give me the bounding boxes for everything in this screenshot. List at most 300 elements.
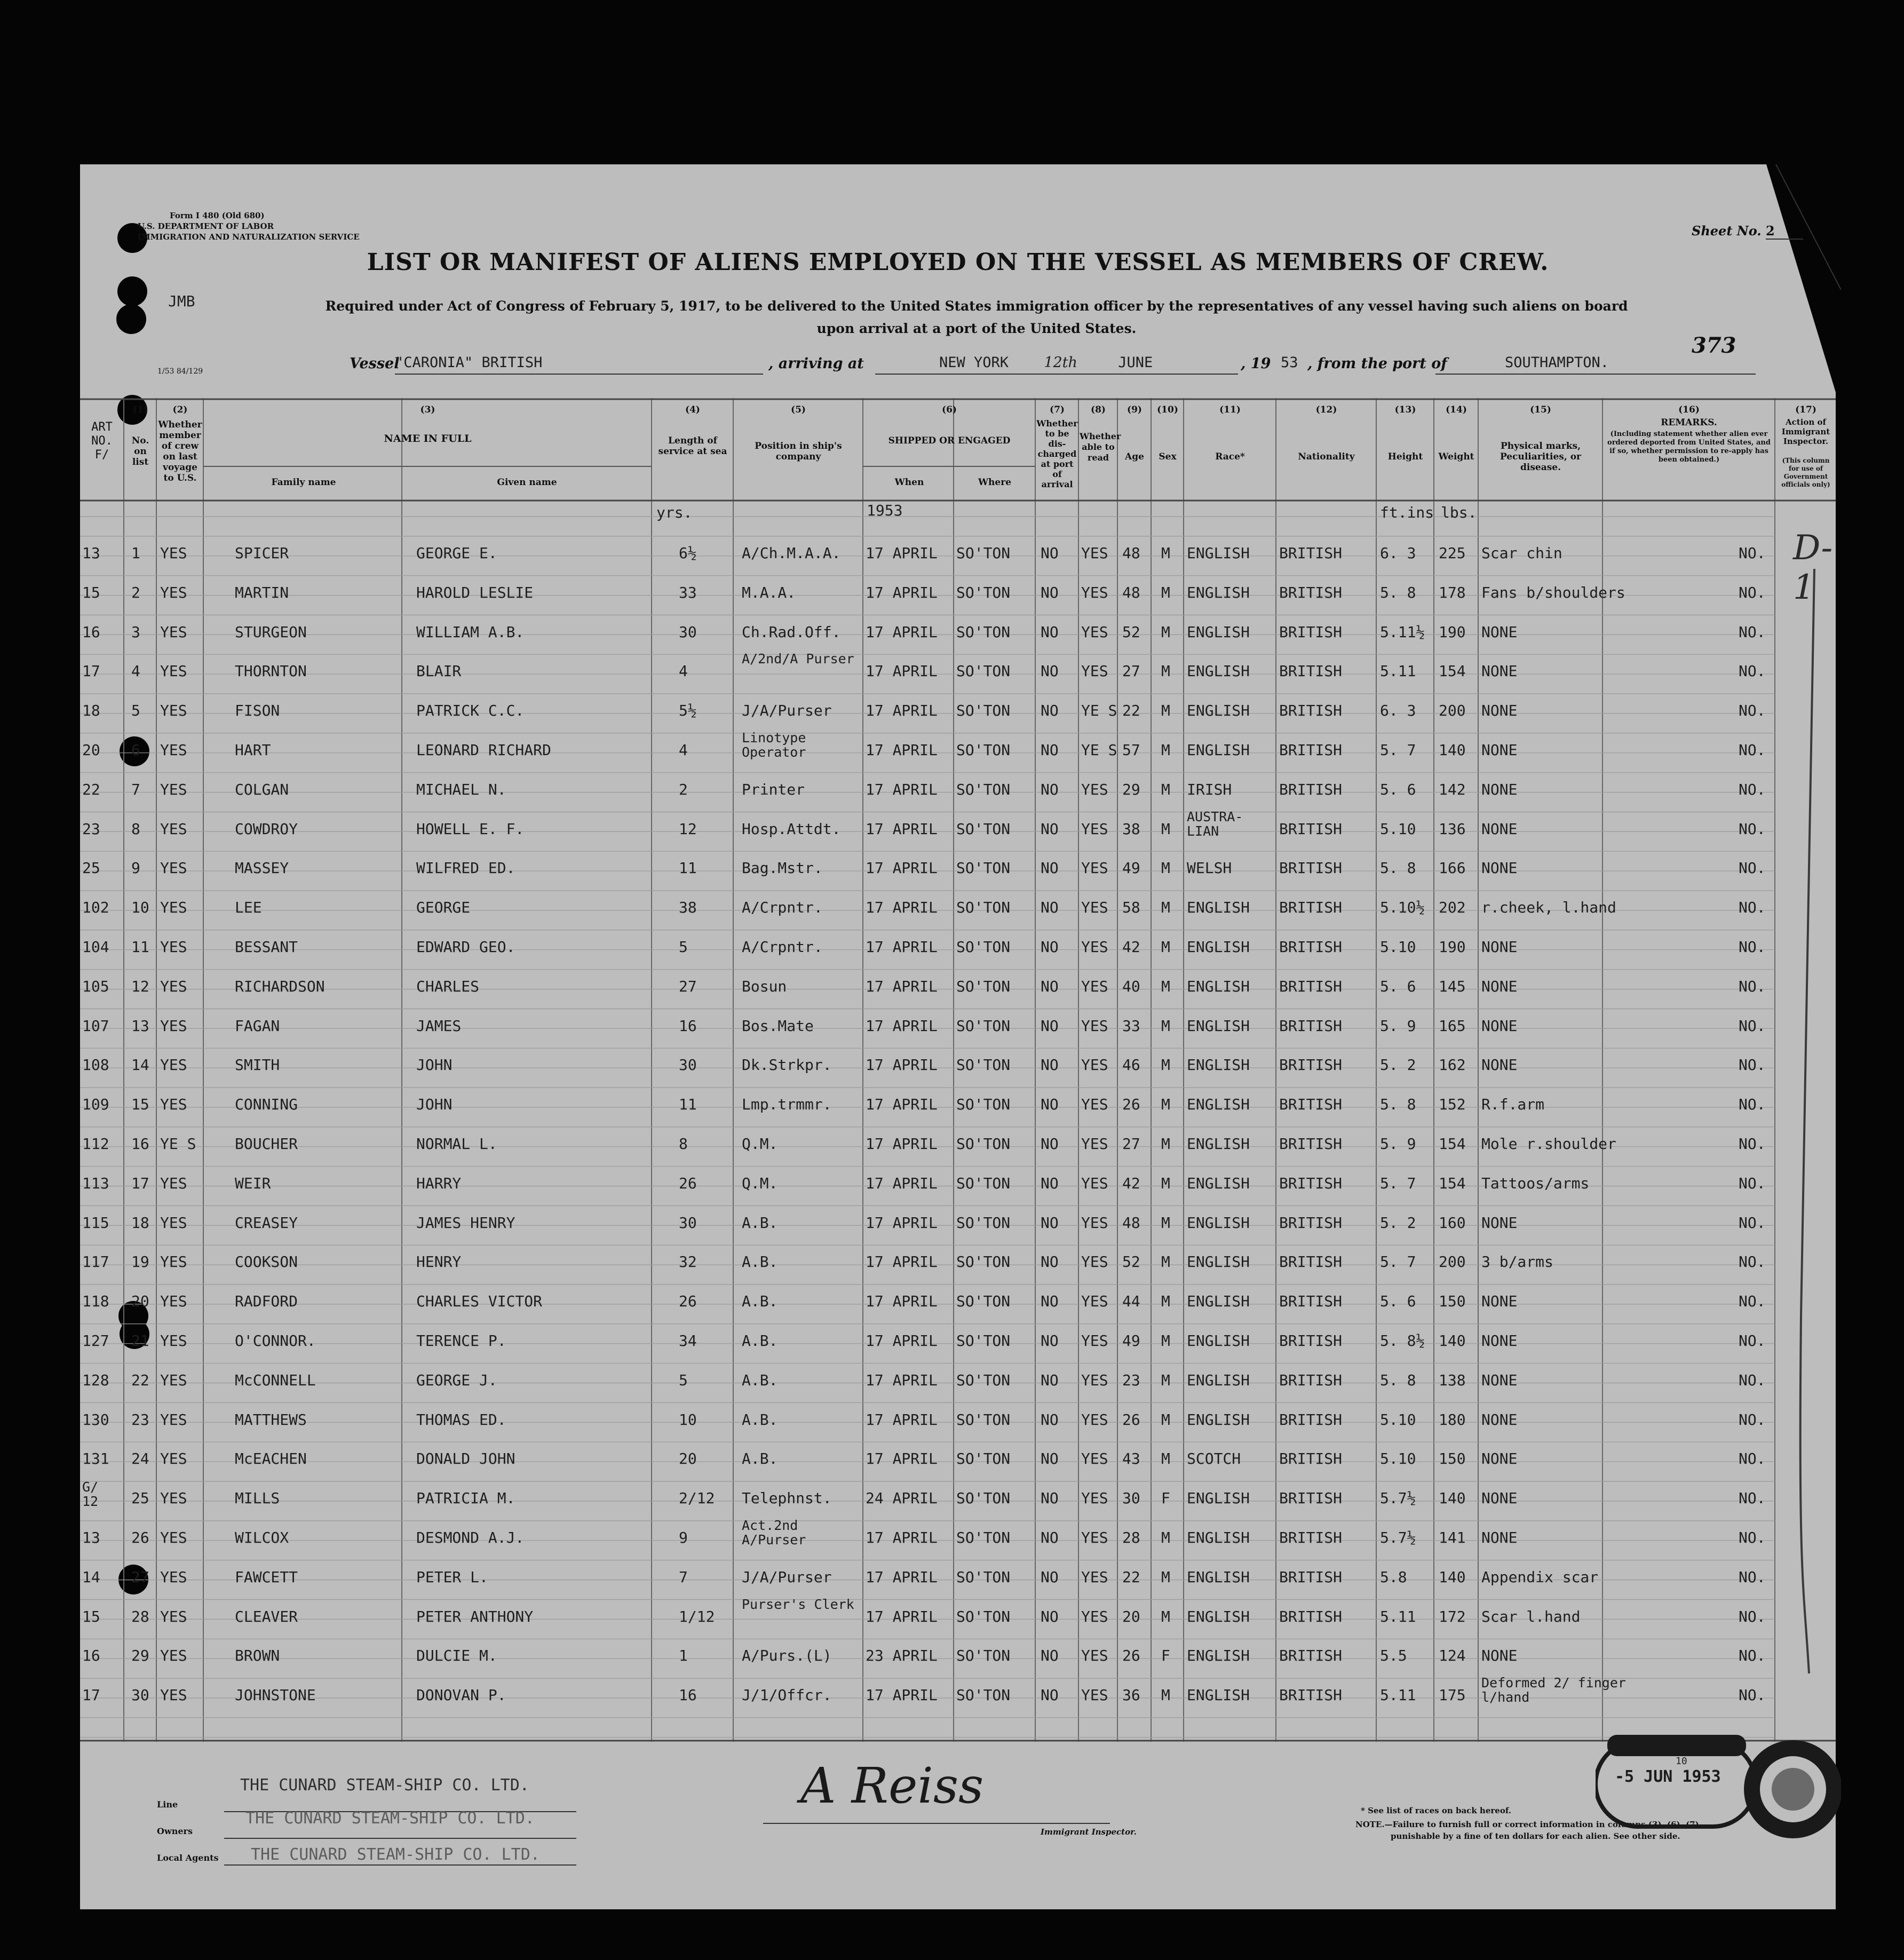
list-number-cell: 24 <box>131 1450 149 1468</box>
family-name-cell: MASSEY <box>235 859 289 877</box>
shipped-when-cell: 17 APRIL <box>866 859 938 877</box>
given-name-header: Given name <box>497 477 557 488</box>
art-no-cell: 20 <box>82 741 100 759</box>
height-header: Height <box>1387 451 1423 462</box>
sex-cell: M <box>1161 623 1170 641</box>
nationality-cell: BRITISH <box>1279 859 1343 877</box>
col-9-number: (9) <box>1127 404 1142 415</box>
sex-cell: M <box>1161 859 1170 877</box>
col-16-number: (16) <box>1678 404 1700 415</box>
col-7-number: (7) <box>1050 404 1065 415</box>
crew-last-voyage-cell: YES <box>160 1607 187 1625</box>
nationality-cell: BRITISH <box>1279 623 1343 641</box>
height-cell: 5. 7 <box>1380 741 1416 759</box>
sheet-label: Sheet No. <box>1692 223 1762 239</box>
able-to-read-cell: YES <box>1081 780 1108 798</box>
family-name-cell: RICHARDSON <box>235 977 325 995</box>
physical-marks-cell: NONE <box>1481 977 1518 995</box>
sex-cell: M <box>1161 544 1170 562</box>
sex-cell: F <box>1161 1647 1170 1665</box>
age-cell: 44 <box>1122 1292 1140 1311</box>
family-name-cell: CONNING <box>235 1096 298 1114</box>
height-cell: 5. 9 <box>1380 1135 1416 1153</box>
race-cell: ENGLISH <box>1187 1529 1250 1546</box>
year-suffix: 53 <box>1281 354 1298 371</box>
sex-cell: M <box>1161 1174 1170 1192</box>
weight-cell: 180 <box>1439 1410 1466 1429</box>
able-to-read-cell: YES <box>1081 1568 1108 1586</box>
physical-marks-cell: Tattoos/arms <box>1481 1174 1590 1192</box>
sex-cell: M <box>1161 820 1170 838</box>
list-number-cell: 21 <box>131 1332 149 1350</box>
age-cell: 38 <box>1122 820 1140 838</box>
shipped-when-cell: 17 APRIL <box>866 899 938 917</box>
sex-cell: M <box>1161 1332 1170 1350</box>
race-cell: ENGLISH <box>1187 1568 1250 1586</box>
shipped-where-cell: SO'TON <box>956 1253 1011 1271</box>
year-unit: 1953 <box>867 502 903 519</box>
weight-cell: 140 <box>1439 1332 1466 1350</box>
remarks-cell: NO. <box>1739 583 1766 601</box>
reference-code: 1/53 84/129 <box>157 367 203 376</box>
remarks-cell: NO. <box>1739 1489 1766 1507</box>
position-cell: Bos.Mate <box>742 1017 814 1035</box>
crew-last-voyage-cell: YES <box>160 1253 187 1271</box>
from-label: , from the port of <box>1307 355 1447 372</box>
age-cell: 22 <box>1122 702 1140 720</box>
given-name-cell: MICHAEL N. <box>416 780 506 798</box>
nationality-cell: BRITISH <box>1279 662 1343 680</box>
shipped-when-cell: 17 APRIL <box>866 583 938 601</box>
art-no-cell: 13 <box>82 1529 100 1546</box>
sex-cell: M <box>1161 938 1170 956</box>
nationality-cell: BRITISH <box>1279 1096 1343 1114</box>
art-no-cell: 17 <box>82 1686 100 1704</box>
height-cell: 5. 9 <box>1380 1017 1416 1035</box>
weight-cell: 138 <box>1439 1371 1466 1389</box>
family-name-cell: THORNTON <box>235 662 307 680</box>
able-to-read-cell: YES <box>1081 1607 1108 1625</box>
position-cell: A/Crpntr. <box>742 938 823 956</box>
weight-cell: 154 <box>1439 1135 1466 1153</box>
family-name-cell: FISON <box>235 702 280 720</box>
given-name-cell: HENRY <box>416 1253 462 1271</box>
nationality-cell: BRITISH <box>1279 1332 1343 1350</box>
weight-cell: 190 <box>1439 938 1466 956</box>
name-in-full-header: NAME IN FULL <box>384 433 472 445</box>
remarks-cell: NO. <box>1739 1450 1766 1468</box>
height-cell: 5. 8 <box>1380 1096 1416 1114</box>
shipped-where-cell: SO'TON <box>956 1096 1011 1114</box>
crew-last-voyage-cell: YES <box>160 741 187 759</box>
discharged-cell: NO <box>1041 1253 1059 1271</box>
art-no-cell: 118 <box>82 1292 109 1311</box>
col-14-number: (14) <box>1446 404 1467 415</box>
position-cell: A/Purs.(L) <box>742 1647 832 1665</box>
vessel-name: "CARONIA" BRITISH <box>395 354 763 375</box>
family-name-cell: BROWN <box>235 1647 280 1665</box>
family-name-cell: WEIR <box>235 1174 271 1192</box>
position-cell: Lmp.trmmr. <box>742 1096 832 1114</box>
shipped-where-cell: SO'TON <box>956 662 1011 680</box>
list-number-cell: 6 <box>131 741 140 759</box>
crew-last-voyage-cell: YES <box>160 938 187 956</box>
line-company: THE CUNARD STEAM-SHIP CO. LTD. <box>240 1776 529 1795</box>
shipped-where-cell: SO'TON <box>956 938 1011 956</box>
art-no-cell: 113 <box>82 1174 109 1192</box>
race-cell: ENGLISH <box>1187 1292 1250 1311</box>
able-to-read-cell: YES <box>1081 1213 1108 1232</box>
remarks-cell: NO. <box>1739 899 1766 917</box>
nationality-cell: BRITISH <box>1279 938 1343 956</box>
physical-marks-cell: Appendix scar <box>1481 1568 1599 1586</box>
shipped-where-cell: SO'TON <box>956 1056 1011 1074</box>
remarks-cell: NO. <box>1739 1096 1766 1114</box>
shipped-where-cell: SO'TON <box>956 1292 1011 1311</box>
weight-cell: 140 <box>1439 1568 1466 1586</box>
remarks-cell: NO. <box>1739 544 1766 562</box>
shipped-when-cell: 17 APRIL <box>866 1607 938 1625</box>
nationality-cell: BRITISH <box>1279 820 1343 838</box>
position-cell: Telephnst. <box>742 1489 832 1507</box>
remarks-cell: NO. <box>1739 1332 1766 1350</box>
service-length-cell: 4 <box>679 662 688 680</box>
inspector-signature: A Reiss <box>800 1757 984 1814</box>
shipped-when-cell: 17 APRIL <box>866 820 938 838</box>
agents-company: THE CUNARD STEAM-SHIP CO. LTD. <box>251 1845 540 1864</box>
shipped-where-cell: SO'TON <box>956 1017 1011 1035</box>
given-name-cell: THOMAS ED. <box>416 1410 506 1429</box>
remarks-cell: NO. <box>1739 859 1766 877</box>
crew-last-voyage-cell: YES <box>160 1371 187 1389</box>
owners-field <box>224 1838 576 1839</box>
col-1-header: No. on list <box>131 435 149 467</box>
able-to-read-cell: YES <box>1081 1529 1108 1546</box>
service-length-cell: 30 <box>679 623 697 641</box>
position-cell: A.B. <box>742 1410 778 1429</box>
shipped-where-cell: SO'TON <box>956 1371 1011 1389</box>
weight-cell: 175 <box>1439 1686 1466 1704</box>
race-cell: ENGLISH <box>1187 623 1250 641</box>
race-cell: ENGLISH <box>1187 1371 1250 1389</box>
discharged-cell: NO <box>1041 938 1059 956</box>
age-cell: 48 <box>1122 1213 1140 1232</box>
shipped-where-cell: SO'TON <box>956 623 1011 641</box>
col-11-number: (11) <box>1219 404 1241 415</box>
sex-cell: M <box>1161 1450 1170 1468</box>
physical-marks-cell: NONE <box>1481 1371 1518 1389</box>
race-cell: ENGLISH <box>1187 1056 1250 1074</box>
weight-cell: 190 <box>1439 623 1466 641</box>
nationality-cell: BRITISH <box>1279 1529 1343 1546</box>
immigration-stamp <box>1596 1725 1841 1859</box>
service-length-cell: 26 <box>679 1174 697 1192</box>
race-cell: IRISH <box>1187 780 1232 798</box>
given-name-cell: GEORGE E. <box>416 544 497 562</box>
action-note: (This column for use of Government officials only) <box>1781 457 1830 488</box>
given-name-cell: JOHN <box>416 1096 453 1114</box>
able-to-read-cell: YES <box>1081 1292 1108 1311</box>
sex-cell: M <box>1161 1410 1170 1429</box>
remarks-cell: NO. <box>1739 1529 1766 1546</box>
able-to-read-cell: YES <box>1081 1450 1108 1468</box>
age-cell: 23 <box>1122 1371 1140 1389</box>
remarks-cell: NO. <box>1739 938 1766 956</box>
able-to-read-cell: YES <box>1081 977 1108 995</box>
given-name-cell: TERENCE P. <box>416 1332 506 1350</box>
remarks-cell: NO. <box>1739 1568 1766 1586</box>
physical-marks-cell: NONE <box>1481 662 1518 680</box>
age-cell: 29 <box>1122 780 1140 798</box>
age-cell: 42 <box>1122 1174 1140 1192</box>
shipped-where-cell: SO'TON <box>956 544 1011 562</box>
physical-marks-cell: NONE <box>1481 938 1518 956</box>
shipped-when-cell: 17 APRIL <box>866 1292 938 1311</box>
nationality-cell: BRITISH <box>1279 583 1343 601</box>
shipped-when-cell: 17 APRIL <box>866 741 938 759</box>
art-no-cell: 112 <box>82 1135 109 1153</box>
able-to-read-cell: YES <box>1081 1332 1108 1350</box>
art-no-cell: 25 <box>82 859 100 877</box>
shipped-where-cell: SO'TON <box>956 977 1011 995</box>
art-no-cell: 117 <box>82 1253 109 1271</box>
service-length-cell: 2/12 <box>679 1489 715 1507</box>
shipped-where-cell: SO'TON <box>956 1213 1011 1232</box>
position-cell: Act.2nd A/Purser <box>742 1518 806 1548</box>
crew-last-voyage-cell: YES <box>160 1096 187 1114</box>
service-length-cell: 30 <box>679 1213 697 1232</box>
sex-cell: M <box>1161 741 1170 759</box>
physical-marks-cell: NONE <box>1481 1332 1518 1350</box>
weight-cell: 200 <box>1439 702 1466 720</box>
nationality-cell: BRITISH <box>1279 1607 1343 1625</box>
sex-cell: M <box>1161 1529 1170 1546</box>
service-length-cell: 7 <box>679 1568 688 1586</box>
discharged-cell: NO <box>1041 859 1059 877</box>
position-cell: Q.M. <box>742 1174 778 1192</box>
physical-marks-cell: NONE <box>1481 1529 1518 1546</box>
height-cell: 5.11½ <box>1380 623 1425 641</box>
crew-table <box>80 398 1836 1742</box>
nationality-cell: BRITISH <box>1279 1174 1343 1192</box>
crew-last-voyage-cell: YES <box>160 977 187 995</box>
art-no-cell: 107 <box>82 1017 109 1035</box>
art-no-cell: 23 <box>82 820 100 838</box>
remarks-cell: NO. <box>1739 1174 1766 1192</box>
remarks-cell: NO. <box>1739 741 1766 759</box>
family-name-cell: MILLS <box>235 1489 280 1507</box>
penalty-note-2: punishable by a fine of ten dollars for each alien. See other side. <box>1391 1831 1680 1841</box>
crew-last-voyage-cell: YES <box>160 1647 187 1665</box>
list-number-cell: 5 <box>131 702 140 720</box>
family-name-cell: STURGEON <box>235 623 307 641</box>
position-cell: Hosp.Attdt. <box>742 820 841 838</box>
sex-cell: M <box>1161 1371 1170 1389</box>
able-to-read-cell: YES <box>1081 583 1108 601</box>
position-cell: A.B. <box>742 1450 778 1468</box>
discharged-cell: NO <box>1041 899 1059 917</box>
height-cell: 5.7½ <box>1380 1489 1416 1507</box>
shipped-when-cell: 23 APRIL <box>866 1647 938 1665</box>
art-no-cell: 131 <box>82 1450 109 1468</box>
physical-marks-cell: Scar l.hand <box>1481 1607 1581 1625</box>
race-cell: ENGLISH <box>1187 1213 1250 1232</box>
list-number-cell: 18 <box>131 1213 149 1232</box>
col-2-header: Whether member of crew on last voyage to U.S. <box>158 419 202 483</box>
crew-last-voyage-cell: YES <box>160 1213 187 1232</box>
discharged-cell: NO <box>1041 1410 1059 1429</box>
height-cell: 5. 7 <box>1380 1174 1416 1192</box>
family-name-cell: JOHNSTONE <box>235 1686 316 1704</box>
shipped-where-cell: SO'TON <box>956 741 1011 759</box>
physical-marks-cell: NONE <box>1481 1292 1518 1311</box>
able-to-read-cell: YES <box>1081 1017 1108 1035</box>
remarks-cell: NO. <box>1739 977 1766 995</box>
position-cell: Bosun <box>742 977 787 995</box>
discharged-cell: NO <box>1041 1489 1059 1507</box>
physical-marks-cell: Deformed 2/ finger l/hand <box>1481 1675 1626 1705</box>
document-title: LIST OR MANIFEST OF ALIENS EMPLOYED ON THE VESSEL AS MEMBERS OF CREW. <box>367 249 1549 276</box>
shipped-when-cell: 17 APRIL <box>866 1174 938 1192</box>
art-no-cell: 109 <box>82 1096 109 1114</box>
crew-last-voyage-cell: YES <box>160 859 187 877</box>
able-to-read-cell: YES <box>1081 1253 1108 1271</box>
sex-cell: M <box>1161 977 1170 995</box>
sex-cell: M <box>1161 780 1170 798</box>
weight-cell: 178 <box>1439 583 1466 601</box>
age-cell: 26 <box>1122 1096 1140 1114</box>
inspector-mark: D-1 <box>1793 528 1833 607</box>
race-cell: ENGLISH <box>1187 1332 1250 1350</box>
height-cell: 5.7½ <box>1380 1529 1416 1546</box>
race-cell: ENGLISH <box>1187 1647 1250 1665</box>
race-header: Race* <box>1215 451 1245 462</box>
height-cell: 5.11 <box>1380 1607 1416 1625</box>
remarks-cell: NO. <box>1739 702 1766 720</box>
art-no-cell: 128 <box>82 1371 109 1389</box>
age-cell: 43 <box>1122 1450 1140 1468</box>
age-cell: 52 <box>1122 1253 1140 1271</box>
race-cell: WELSH <box>1187 859 1232 877</box>
given-name-cell: GEORGE J. <box>416 1371 497 1389</box>
remarks-cell: NO. <box>1739 1213 1766 1232</box>
from-port-field <box>1435 354 1756 375</box>
nationality-cell: BRITISH <box>1279 741 1343 759</box>
able-to-read-cell: YES <box>1081 820 1108 838</box>
race-cell: ENGLISH <box>1187 583 1250 601</box>
age-cell: 42 <box>1122 938 1140 956</box>
list-number-cell: 9 <box>131 859 140 877</box>
art-no-cell: 104 <box>82 938 109 956</box>
height-cell: 5.10 <box>1380 820 1416 838</box>
height-cell: 5.5 <box>1380 1647 1407 1665</box>
able-to-read-cell: YES <box>1081 1371 1108 1389</box>
crew-last-voyage-cell: YES <box>160 1489 187 1507</box>
weight-cell: 142 <box>1439 780 1466 798</box>
discharged-cell: NO <box>1041 1213 1059 1232</box>
given-name-cell: DONOVAN P. <box>416 1686 506 1704</box>
read-header: Whether able to read <box>1080 431 1121 463</box>
sex-cell: M <box>1161 1135 1170 1153</box>
family-name-cell: CREASEY <box>235 1213 298 1232</box>
list-number-cell: 29 <box>131 1647 149 1665</box>
service-length-cell: 9 <box>679 1529 688 1546</box>
action-header: Action of Immigrant Inspector. <box>1781 417 1830 446</box>
crew-last-voyage-cell: YES <box>160 662 187 680</box>
physical-marks-cell: NONE <box>1481 741 1518 759</box>
discharged-cell: NO <box>1041 1135 1059 1153</box>
department-name: U.S. DEPARTMENT OF LABOR <box>138 221 274 231</box>
shipped-when-cell: 17 APRIL <box>866 938 938 956</box>
shipped-when-cell: 17 APRIL <box>866 1371 938 1389</box>
sex-cell: M <box>1161 702 1170 720</box>
given-name-cell: WILFRED ED. <box>416 859 515 877</box>
weight-cell: 136 <box>1439 820 1466 838</box>
age-cell: 27 <box>1122 1135 1140 1153</box>
list-number-cell: 12 <box>131 977 149 995</box>
position-cell: Purser's Clerk <box>742 1596 854 1612</box>
weight-cell: 200 <box>1439 1253 1466 1271</box>
crew-last-voyage-cell: YE S <box>160 1135 196 1153</box>
height-cell: 5.10 <box>1380 938 1416 956</box>
weight-cell: 124 <box>1439 1647 1466 1665</box>
shipped-where-cell: SO'TON <box>956 1529 1011 1546</box>
service-length-cell: 27 <box>679 977 697 995</box>
shipped-when-cell: 17 APRIL <box>866 1450 938 1468</box>
art-no-cell: 18 <box>82 702 100 720</box>
given-name-cell: WILLIAM A.B. <box>416 623 525 641</box>
sex-cell: F <box>1161 1489 1170 1507</box>
remarks-cell: NO. <box>1739 820 1766 838</box>
art-no-cell: 108 <box>82 1056 109 1074</box>
sheet-value: 2 <box>1766 223 1803 240</box>
sex-cell: M <box>1161 1686 1170 1704</box>
physical-marks-cell: NONE <box>1481 1647 1518 1665</box>
remarks-cell: NO. <box>1739 1253 1766 1271</box>
race-cell: ENGLISH <box>1187 1253 1250 1271</box>
position-cell: J/1/Offcr. <box>742 1686 832 1704</box>
discharged-cell: NO <box>1041 1371 1059 1389</box>
shipped-where-cell: SO'TON <box>956 1489 1011 1507</box>
remarks-cell: NO. <box>1739 780 1766 798</box>
race-cell: ENGLISH <box>1187 1607 1250 1625</box>
remarks-cell: NO. <box>1739 1410 1766 1429</box>
discharged-cell: NO <box>1041 1096 1059 1114</box>
art-no-cell: G/ 12 <box>82 1479 99 1510</box>
nationality-cell: BRITISH <box>1279 1017 1343 1035</box>
height-cell: 5. 8 <box>1380 583 1416 601</box>
discharged-cell: NO <box>1041 1017 1059 1035</box>
position-cell: A.B. <box>742 1332 778 1350</box>
col-6-number: (6) <box>942 404 957 415</box>
physical-marks-cell: NONE <box>1481 780 1518 798</box>
shipped-when-cell: 17 APRIL <box>866 977 938 995</box>
list-number-cell: 2 <box>131 583 140 601</box>
service-length-cell: 6½ <box>679 544 697 562</box>
age-cell: 48 <box>1122 583 1140 601</box>
age-cell: 57 <box>1122 741 1140 759</box>
race-cell: ENGLISH <box>1187 544 1250 562</box>
given-name-cell: HAROLD LESLIE <box>416 583 534 601</box>
able-to-read-cell: YES <box>1081 1686 1108 1704</box>
family-name-cell: BESSANT <box>235 938 298 956</box>
age-cell: 49 <box>1122 859 1140 877</box>
position-cell: Bag.Mstr. <box>742 859 823 877</box>
agents-field <box>224 1864 576 1866</box>
art-no-cell: 115 <box>82 1213 109 1232</box>
list-number-cell: 28 <box>131 1607 149 1625</box>
shipped-where-cell: SO'TON <box>956 702 1011 720</box>
